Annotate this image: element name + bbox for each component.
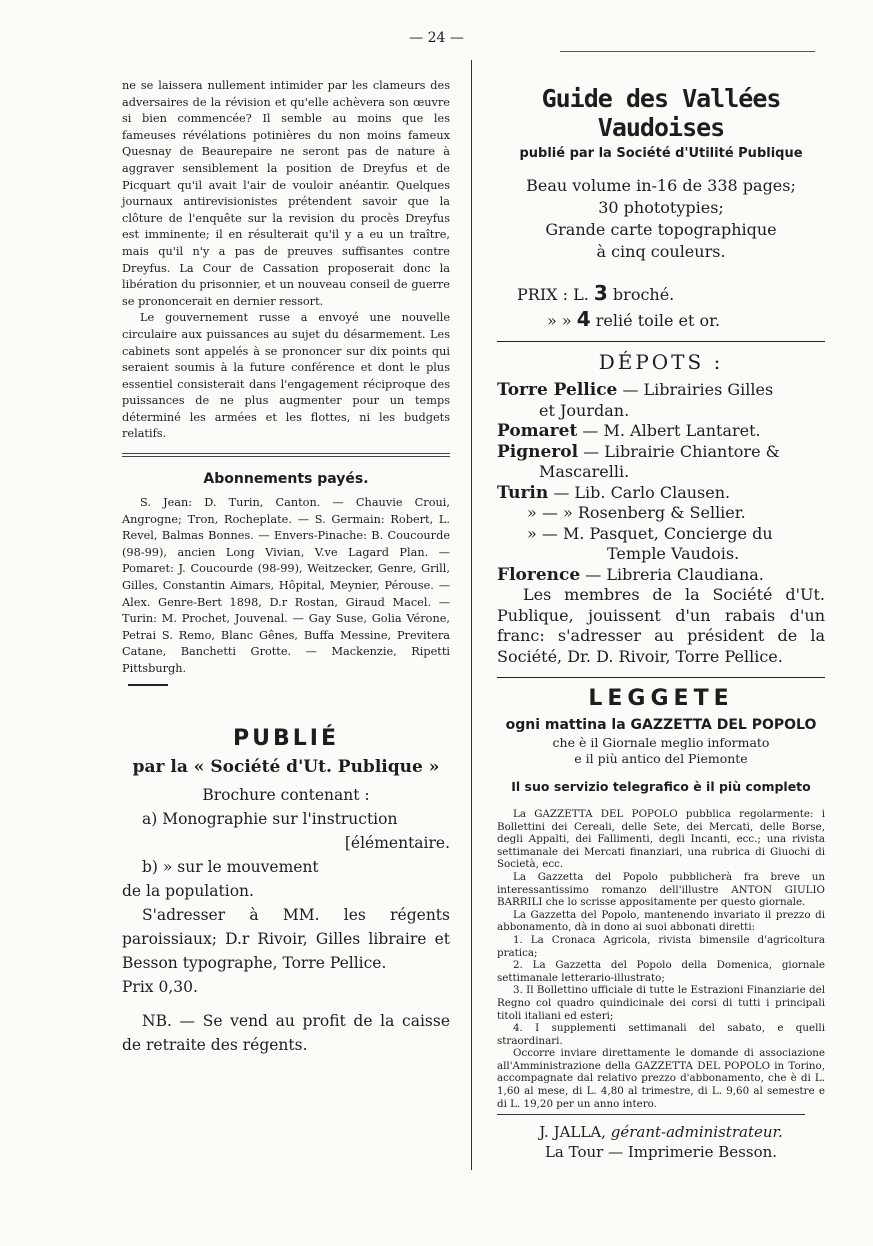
guide-desc-4: à cinq couleurs.	[596, 242, 726, 261]
depots-title: DÉPOTS :	[598, 350, 724, 374]
depot-line: Florence — Libreria Claudiana.	[497, 564, 764, 585]
publie-title: PUBLIÉ	[233, 725, 339, 751]
abonnements-text: S. Jean: D. Turin, Canton. — Chauvie Croui, Angrogne; Tron, Rocheplate. — S. Germain: Robert, L. Revel, Balmas Bonnes. — Envers-Pinache: B. Coucourde (98-99), ancien Long Vivian, V.ve Lagard Plan. — Pomaret: J. Coucourde (98-99), Weitzecker, Genre, Grill, Gilles, Constantin Aimars, Hôpital, Meynier, Pérouse. — Alex. Genre-Bert 1898, D.r Rostan, Giraud Macel. — Turin: M. Prochet, Jouvenal. — Gay Suse, Golia Vérone, Petrai S. Remo, Blanc Gênes, Buffa Messine, Previtera Catane, Banchetti Grotte. — Mackenzie, Ripetti Pittsburgh.	[122, 496, 450, 675]
abonnements-title: Abonnements payés.	[203, 471, 369, 488]
gazzetta-paragraph: La Gazzetta del Popolo, mantenendo invariato il prezzo di abbonamento, dà in dono ai suoi abbonati diretti:	[497, 908, 825, 934]
gazzetta-line: ogni mattina la GAZZETTA DEL POPOLO	[505, 717, 817, 733]
column-divider	[471, 60, 472, 1170]
item-a: a) Monographie sur l'instruction	[142, 809, 398, 828]
prix-label: PRIX :	[517, 285, 568, 304]
depot-line: Turin — Lib. Carlo Clausen.	[497, 482, 731, 503]
servizio-heading: Il suo servizio telegrafico è il più completo	[511, 779, 811, 794]
depot-line: » — M. Pasquet, Concierge du	[527, 523, 773, 543]
gerant-name: J. JALLA,	[539, 1123, 606, 1142]
section-divider	[122, 453, 450, 457]
prix-1-num: 3	[593, 281, 608, 305]
gazzetta-desc-1: che è il Giornale meglio informato	[552, 735, 770, 750]
depot-line: Mascarelli.	[539, 462, 630, 481]
guide-title: Guide des Vallées Vaudoises	[541, 84, 781, 142]
prix-line-2	[517, 307, 825, 333]
header-rule	[560, 51, 815, 52]
article-paragraph-1: ne se laissera nullement intimider par les clameurs des adversaires de la révision et qu'elle achèvera son œuvre si bien commencée? Il semble au moins que les fameuses révélations potinières du non moins fameux Quesnay de Beaurepaire ne seront pas de nature à aggraver sensiblement la position de Dreyfus et de Picquart qu'il avait l'air de vouloir anéantir. Quelques journaux antirevisionistes prétendent savoir que la clôture de l'enquête sur la revision du procès Dreyfus est imminente; il en résulterait qu'il y a eu un traître, mais qu'il n'y a pas de preuves suffisantes contre Dreyfus. La Cour de Cassation proposerait donc la libération du prisonnier, et un nouveau conseil de guerre se prononcerait en dernier ressort.	[122, 79, 450, 308]
divider-leggete	[497, 677, 825, 678]
gazzetta-paragraph: 2. La Gazzetta del Popolo della Domenica, giornale settimanale letterario-illustrato;	[497, 959, 825, 984]
gazzetta-paragraph: 4. I supplementi settimanali del sabato, e quelli straordinari.	[497, 1022, 825, 1047]
item-a-cont: [élémentaire.	[344, 833, 450, 852]
membres-text: Les membres de la Société d'Ut. Publique, jouissent d'un rabais d'un franc: s'adresser au président de la Société, Dr. D. Rivoir, Torre Pellice.	[497, 585, 825, 666]
prix-text: Prix 0,30.	[122, 977, 198, 996]
imprimerie-line: La Tour — Imprimerie Besson.	[544, 1143, 778, 1162]
page-number: — 24 —	[409, 30, 464, 46]
gazzetta-paragraph: La GAZZETTA DEL POPOLO pubblica regolarmente: i Bollettini dei Cereali, delle Sete, dei Mercati, delle Borse, degli Appalti, dei Fallimenti, degli Incanti, ecc.; una rivista settimanale dei Mercati finanziari, una rubrica di Giuochi di Società, ecc.	[497, 808, 825, 871]
prix-2-text: relié toile et or.	[595, 311, 721, 330]
gazzetta-paragraph: La Gazzetta del Popolo pubblicherà fra breve un interessantissimo romanzo dell'illustre ANTON GIULIO BARRILI che lo scrisse appositamente per questo giornale.	[497, 870, 825, 909]
item-b-cont: de la population.	[122, 881, 254, 900]
gazzetta-paragraph: 1. La Cronaca Agricola, rivista bimensile d'agricoltura pratica;	[497, 933, 825, 959]
divider-gerant	[497, 1114, 805, 1115]
item-b: b) » sur le mouvement	[142, 857, 319, 876]
left-column	[122, 78, 450, 1057]
gazzetta-paragraph: Occorre inviare direttamente le domande di associazione all'Amministrazione della GAZZETTA DEL POPOLO in Torino, accompagnate dal relativo prezzo d'abbonamento, che è di L. 1,60 al mese, di L. 4,80 al trimestre, di L. 9,60 al semestre e di L. 19,20 per un anno intero.	[497, 1047, 825, 1110]
brochure-label: Brochure contenant :	[202, 785, 370, 804]
guide-desc-1: Beau volume in-16 de 338 pages;	[526, 176, 796, 195]
prix-1-text: broché.	[612, 285, 675, 304]
publie-body	[122, 783, 450, 1057]
gazzetta-desc-2: e il più antico del Piemonte	[574, 751, 748, 766]
gazzetta-paragraph: 3. Il Bollettino ufficiale di tutte le Estrazioni Finanziarie del Regno col quadro quindicinale dei corsi di tutti i principali titoli italiani ed esteri;	[497, 984, 825, 1022]
gerant-role: gérant-administrateur.	[610, 1123, 783, 1142]
prix-1-pre: L.	[573, 285, 589, 304]
depot-line: et Jourdan.	[539, 400, 630, 420]
depot-line: Temple Vaudois.	[607, 544, 740, 563]
guide-subtitle: publié par la Société d'Utilité Publique	[519, 146, 803, 161]
guide-desc-2: 30 phototypies;	[598, 198, 724, 217]
article-paragraph-2: Le gouvernement russe a envoyé une nouvelle circulaire aux puissances au sujet du désarmement. Les cabinets sont appelés à se prononcer sur dix points qui seraient soumis à la future conférence et dont le plus essentiel consisterait dans l'engagement réciproque des puissances de ne plus augmenter pour un temps déterminé les armées et les flottes, ni les budgets relatifs.	[122, 311, 450, 441]
depot-line: Pomaret — M. Albert Lantaret.	[497, 421, 761, 441]
prix-2-num: 4	[576, 307, 591, 331]
prix-block	[517, 281, 825, 333]
short-divider	[128, 684, 168, 686]
gerant-line	[497, 1123, 825, 1141]
leggete-title: LEGGETE	[588, 686, 734, 711]
prix-line-1	[517, 281, 825, 307]
right-column	[497, 78, 825, 1161]
publie-by: par la « Société d'Ut. Publique »	[132, 756, 440, 777]
divider-depots	[497, 341, 825, 342]
guide-desc-3: Grande carte topographique	[545, 220, 777, 239]
adresser-text: S'adresser à MM. les régents paroissiaux; D.r Rivoir, Gilles libraire et Besson typographe, Torre Pellice.	[122, 905, 450, 972]
prix-2-pre: » »	[547, 311, 572, 330]
depot-line: » — » Rosenberg & Sellier.	[527, 503, 746, 522]
depot-line: Pignerol — Librairie Chiantore &	[497, 441, 780, 462]
nb-text: NB. — Se vend au profit de la caisse de retraite des régents.	[122, 1011, 450, 1054]
depot-line: Torre Pellice — Librairies Gilles	[497, 380, 774, 400]
